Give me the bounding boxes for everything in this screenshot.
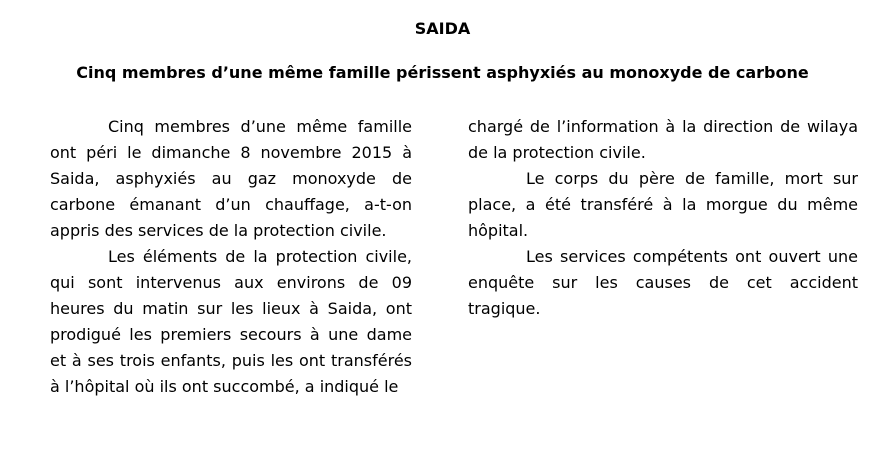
- paragraph: Cinq membres d’une même famille ont péri le dimanche 8 novembre 2015 à Saida, asphyxiés au gaz monoxyde de carbone émanant d’un chauffage, a-t-on appris des services de la protection civile.: [50, 117, 412, 240]
- paragraph: Les services compétents ont ouvert une enquête sur les causes de cet accident tragique.: [468, 247, 858, 318]
- article-headline: Cinq membres d’une même famille périssent asphyxiés au monoxyde de carbone: [76, 63, 809, 82]
- paragraph: Les éléments de la protection civile, qui sont intervenus aux environs de 09 heures du matin sur les lieux à Saida, ont prodigué les premiers secours à une dame et à ses trois enfants, puis les ont transférés à l’hôpital où ils ont succombé, a indiqué le: [50, 247, 412, 396]
- section-title: SAIDA: [414, 19, 471, 38]
- paragraph: Le corps du père de famille, mort sur place, a été transféré à la morgue du même hôpital.: [468, 169, 858, 240]
- right-column: [468, 114, 858, 322]
- paragraph-continuation: chargé de l’information à la direction de wilaya de la protection civile.: [468, 117, 858, 162]
- left-column: [50, 114, 412, 400]
